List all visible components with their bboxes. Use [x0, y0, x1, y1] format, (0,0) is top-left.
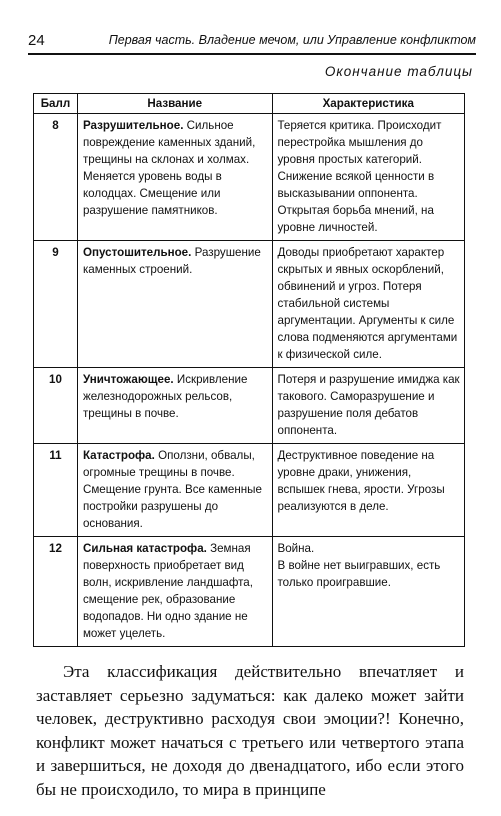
term-description: Земная поверхность приобретает вид волн, искривление ландшафта, смещение рек, образование водопадов. Ни одно здание не может уцелеть.	[82, 542, 253, 640]
score-cell: 10	[34, 368, 78, 444]
page-header	[28, 30, 476, 52]
term-description: Оползни, обвалы, огромные трещины в почве. Смещение грунта. Все каменные постройки разрушены до основания.	[82, 449, 262, 530]
score-cell: 9	[34, 241, 78, 368]
table-row	[34, 114, 465, 241]
table-row	[34, 444, 465, 537]
score-cell: 8	[34, 114, 78, 241]
table-row	[34, 368, 465, 444]
term-description: Сильное повреждение каменных зданий, трещины на склонах и холмах. Меняется уровень воды в колодцах. Смещение или разрушение памятников.	[82, 119, 256, 217]
body-paragraph: Эта классификация действительно впечатляет и заставляет серьезно задуматься: как далеко может зайти человек, деструктивно расходуя свои эмоции?! Конечно, конфликт может начаться с третьего или четвертого этапа и завершиться, не доходя до двенадцатого, ибо если этого бы не происходило, то мира в принципе	[36, 662, 464, 799]
page-number: 24	[28, 32, 45, 49]
running-title: Первая часть. Владение мечом, или Управление конфликтом	[108, 33, 476, 47]
column-header-name: Название	[77, 94, 272, 114]
characteristic-cell: Доводы приобретают характер скрытых и явных оскорблений, обвинений и угроз. Потеря стабильной системы аргументации. Аргументы к силе слова подменяются аргументами к физической силе.	[272, 241, 465, 368]
term-description: Искривление железнодорожных рельсов, трещины в почве.	[82, 373, 248, 420]
header-rule	[28, 53, 476, 55]
characteristic-line: В войне нет выигравших, есть только проигравшие.	[277, 559, 441, 589]
score-cell: 11	[34, 444, 78, 537]
characteristic-cell	[272, 537, 465, 647]
term-label: Катастрофа.	[82, 449, 155, 462]
characteristic-cell: Теряется критика. Происходит перестройка мышления до уровня простых категорий. Снижение всякой ценности в высказывании оппонента. Открытая борьба мнений, на уровне личностей.	[272, 114, 465, 241]
name-cell	[77, 368, 272, 444]
name-cell	[77, 241, 272, 368]
term-label: Сильная катастрофа.	[82, 542, 207, 555]
table-row	[34, 537, 465, 647]
term-label: Уничтожающее.	[82, 373, 174, 386]
term-label: Разрушительное.	[82, 119, 184, 132]
name-cell	[77, 444, 272, 537]
column-header-characteristic: Характеристика	[272, 94, 465, 114]
characteristic-cell: Деструктивное поведение на уровне драки, унижения, вспышек гнева, ярости. Угрозы реализуются в деле.	[272, 444, 465, 537]
name-cell	[77, 114, 272, 241]
term-description: Разрушение каменных строений.	[82, 246, 261, 276]
table-caption: Окончание таблицы	[324, 64, 473, 79]
characteristic-line: Война.	[277, 542, 315, 555]
term-label: Опустошительное.	[82, 246, 192, 259]
intensity-scale-table	[33, 93, 465, 647]
table-row	[34, 241, 465, 368]
name-cell	[77, 537, 272, 647]
column-header-score: Балл	[34, 94, 78, 114]
score-cell: 12	[34, 537, 78, 647]
table-header-row	[34, 94, 465, 114]
characteristic-cell: Потеря и разрушение имиджа как такового. Саморазрушение и разрушение поля дебатов оппонента.	[272, 368, 465, 444]
